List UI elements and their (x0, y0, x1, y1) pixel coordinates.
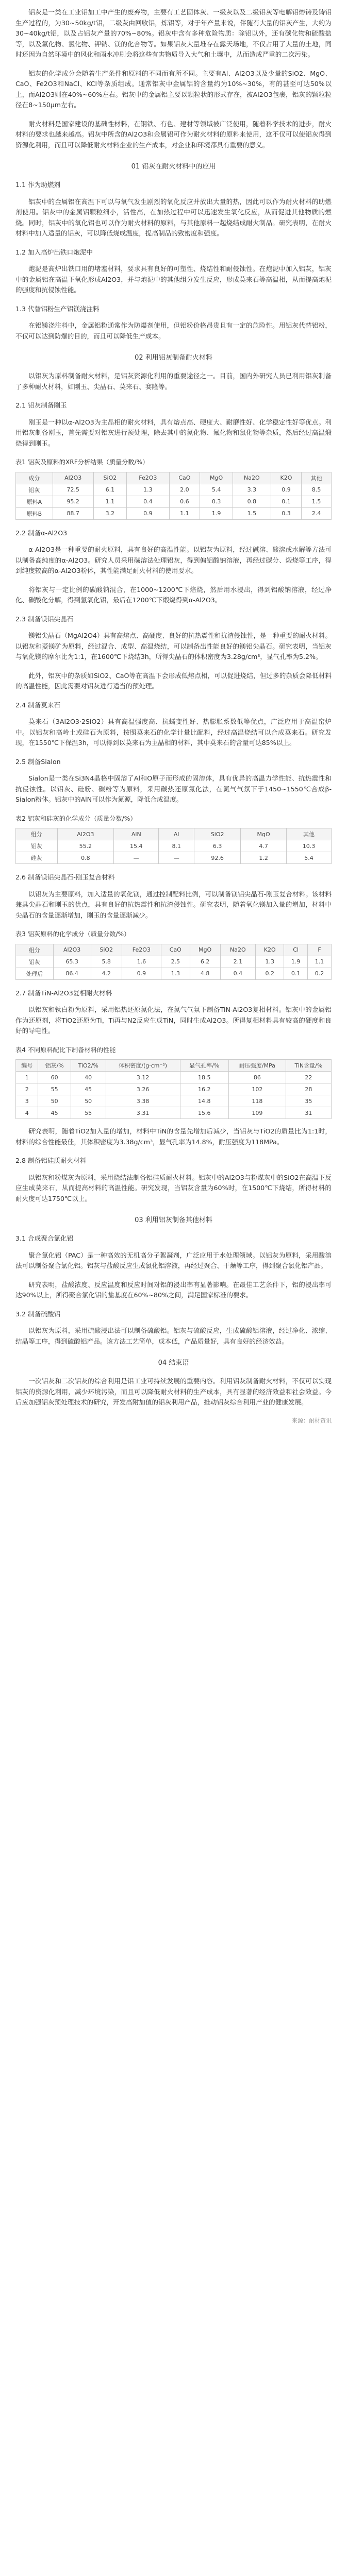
table-cell: 0.8 (233, 496, 271, 507)
section-heading-3: 03 利用铝灰制备其他材料 (135, 1216, 212, 1224)
table-header-cell: Al2O3 (57, 828, 114, 840)
table-cell: 86 (228, 1072, 286, 1083)
subheading-1-2: 1.2 加入高炉出铁口炮泥中 (15, 248, 93, 256)
table-cell: 3.12 (106, 1072, 180, 1083)
table-cell: 50 (38, 1095, 71, 1107)
table-header-cell: Na2O (233, 472, 271, 484)
table-cell: 1.3 (161, 968, 190, 979)
table-cell: 35 (286, 1095, 331, 1107)
subheading-3-1: 3.1 合成聚合氯化铝 (15, 1234, 74, 1242)
table-cell: 0.8 (57, 852, 114, 864)
table-cell: 55 (38, 1083, 71, 1095)
table-cell: 65.3 (53, 956, 91, 968)
table-cell: 3 (16, 1095, 38, 1107)
table-cell: 0.6 (169, 496, 200, 507)
table-cell: 0.9 (122, 968, 161, 979)
subheading-2-4: 2.4 制备莫来石 (15, 701, 61, 709)
table-cell: 原料B (16, 507, 53, 519)
table-cell: 45 (38, 1107, 71, 1119)
table-cell: 1.2 (241, 852, 287, 864)
table-cell: 18.5 (180, 1072, 228, 1083)
paragraph-3-1b: 研究表明，盐酸浓度、反应温度和反应时间对铝的浸出率有显著影响。在最佳工艺条件下，铝的浸出率可达90%以上，所得聚合氯化铝的盐基度在60%~80%之间，满足国家标准的要求。 (15, 1280, 332, 1299)
table-header-cell: AlN (114, 828, 159, 840)
table-cell: 6.3 (194, 840, 241, 852)
subheading-2-2: 2.2 制备α-Al2O3 (15, 529, 68, 537)
table-header-cell: 体积密度/(g·cm⁻³) (106, 1060, 180, 1072)
table-header-cell: SiO2 (93, 472, 127, 484)
table-cell: 4 (16, 1107, 38, 1119)
table-cell: 55 (71, 1107, 106, 1119)
table-cell: 1.3 (256, 956, 284, 968)
table-header-row (16, 828, 332, 840)
subheading-1-3: 1.3 代替铝粉生产铝镁浇注料 (15, 304, 100, 313)
table-row (16, 840, 332, 852)
paragraph-2-7: 以铝灰和钛白粉为原料，采用铝热还原氮化法，在氮气气氛下制备TiN-Al2O3复相材料。铝灰中的金属铝作为还原剂，将TiO2还原为Ti，Ti再与N2反应生成TiN，同时生成Al2O3。所得复相材料具有较高的硬度和良好的导电性。 (15, 1006, 332, 1035)
table-cell: 28 (286, 1083, 331, 1095)
subheading-2-3: 2.3 制备镁铝尖晶石 (15, 615, 74, 623)
table-cell: — (159, 852, 194, 864)
paragraph-4: 一次铝灰和二次铝灰的综合利用是铝工业可持续发展的重要内容。利用铝灰制备耐火材料，不仅可以实现铝灰的资源化利用，减少环境污染，而且可以降低耐火材料的生产成本，具有显著的经济效益和社会效益。今后应加强铝灰预处理技术的研究，开发高附加值的铝灰利用产品，推动铝灰综合利用产业的健康发展。 (15, 1377, 332, 1406)
table-cell: 118 (228, 1095, 286, 1107)
table-cell: 60 (38, 1072, 71, 1083)
table-cell: 3.2 (93, 507, 127, 519)
table-cell: 4.8 (190, 968, 220, 979)
table-cell: 8.1 (159, 840, 194, 852)
table-row (16, 1107, 332, 1119)
table-header-cell: 成分 (16, 472, 53, 484)
table-cell: 14.8 (180, 1095, 228, 1107)
table-3-caption: 表3 铝灰原料的化学成分（质量分数/%） (15, 930, 130, 938)
table-cell: 1.6 (122, 956, 161, 968)
table-cell: 92.6 (194, 852, 241, 864)
table-cell: 硅灰 (16, 852, 58, 864)
table-cell: 102 (228, 1083, 286, 1095)
table-cell: 31 (286, 1107, 331, 1119)
section-heading-1: 01 铝灰在耐火材料中的应用 (131, 163, 216, 171)
table-3 (15, 944, 332, 980)
table-row (16, 968, 332, 979)
table-header-cell: 显气孔率/% (180, 1060, 228, 1072)
subheading-3-2: 3.2 制备硫酸铝 (15, 1310, 61, 1318)
table-header-cell: Al (159, 828, 194, 840)
table-cell: 1 (16, 1072, 38, 1083)
table-header-cell: MgO (200, 472, 233, 484)
paragraph-3-1: 聚合氯化铝（PAC）是一种高效的无机高分子絮凝剂，广泛应用于水处理领域。以铝灰为原料，采用酸溶法可以制备聚合氯化铝。铝灰与盐酸反应生成氯化铝溶液，再经过聚合、干燥等工序，得到聚合氯化铝产品。 (15, 1251, 332, 1269)
subheading-2-5: 2.5 制备Sialon (15, 757, 61, 766)
table-cell: 0.4 (220, 968, 256, 979)
table-cell: 8.5 (302, 484, 332, 496)
table-row (16, 1072, 332, 1083)
table-cell: 55.2 (57, 840, 114, 852)
table-cell: 95.2 (53, 496, 93, 507)
subheading-2-7: 2.7 制备TiN-Al2O3复相耐火材料 (15, 989, 112, 997)
table-cell: 4.2 (91, 968, 122, 979)
table-header-cell: Fe2O3 (122, 944, 161, 956)
table-cell: — (114, 852, 159, 864)
paragraph-2-4: 莫来石（3Al2O3·2SiO2）具有高温强度高、抗蠕变性好、热膨胀系数低等优点，广泛应用于高温窑炉中。以铝灰和高岭土或硅石为原料，按照莫来石的化学计量比配料，经过高温烧结可以合成莫来石。研究发现，在1550℃下保温3h，可以得到以莫来石为主晶相的材料，其中莫来石的含量可达85%以上。 (15, 718, 332, 747)
table-cell: 15.6 (180, 1107, 228, 1119)
subheading-2-8: 2.8 制备铝硅质耐火材料 (15, 1157, 87, 1164)
table-cell: 0.9 (127, 507, 169, 519)
table-cell: 2 (16, 1083, 38, 1095)
table-cell: 3.3 (233, 484, 271, 496)
table-cell: 88.7 (53, 507, 93, 519)
table-cell: 1.9 (284, 956, 308, 968)
table-cell: 0.3 (271, 507, 301, 519)
source-credit: 来源：耐材资讯 (292, 1417, 332, 1424)
table-header-cell: SiO2 (91, 944, 122, 956)
table-row (16, 852, 332, 864)
table-cell: 5.4 (200, 484, 233, 496)
table-header-cell: 其他 (302, 472, 332, 484)
table-cell: 1.5 (233, 507, 271, 519)
table-row (16, 496, 332, 507)
paragraph-1-1: 铝灰中的金属铝在高温下可以与氧气发生剧烈的氧化反应并放出大量的热，因此可以作为耐火材料的助燃剂使用。铝灰中的金属铝颗粒细小，活性高，在加热过程中可以迅速发生氧化反应，从而促进其他物质的燃烧。同时，铝灰中的氧化铝也可以作为耐火材料的原料，与其他原料一起烧结成耐火制品。研究表明，在耐火材料中加入适量的铝灰，可以降低烧成温度，提高制品的致密度和强度。 (15, 197, 332, 237)
table-cell: 3.38 (106, 1095, 180, 1107)
table-1-caption: 表1 铝灰及原料的XRF分析结果（质量分数/%） (15, 459, 149, 466)
table-header-cell: SiO2 (194, 828, 241, 840)
table-header-cell: 编号 (16, 1060, 38, 1072)
table-header-cell: 耐压强度/MPa (228, 1060, 286, 1072)
table-row (16, 1095, 332, 1107)
table-header-cell: MgO (190, 944, 220, 956)
table-cell: 2.5 (161, 956, 190, 968)
table-header-cell: K2O (256, 944, 284, 956)
table-cell: 50 (71, 1095, 106, 1107)
subheading-1-1: 1.1 作为助燃剂 (15, 181, 61, 189)
table-header-cell: Al2O3 (53, 472, 93, 484)
table-cell: 2.1 (220, 956, 256, 968)
section-heading-2: 02 利用铝灰制备耐火材料 (135, 354, 212, 362)
table-cell: 86.4 (53, 968, 91, 979)
table-cell: 原料A (16, 496, 53, 507)
table-header-row (16, 944, 332, 956)
table-cell: 0.3 (200, 496, 233, 507)
table-4-caption: 表4 不同原料配比下制备材料的性能 (15, 1046, 116, 1054)
intro-paragraph-1: 铝灰是一类在工业铝加工中产生的废弃物，主要有工艺固体灰、一级灰以及二级铝灰等电解铝熔铸及铸铝生产过程的，为30~50kg/t铝，二级灰由回收铝，炼铝等，对于年产量来说，伴随有大量的铝灰产生，大约为30~40kg/t铝，以及占铝灰产量的70%~80%。铝灰中含有多种危险物质：除铝以外，还有碳化物和硫酸盐等，以及氟化物、氯化物、钾钠、镁的化合物等。如果铝灰大量堆存在露天场地，不仅占用了大量的土地，同时还因为自然环境中的风化和雨水冲刷会将这些有害物质导入大气和土壤中，从而造成严重的二次污染。 (15, 8, 332, 58)
subheading-2-6: 2.6 制备镁铝尖晶石-刚玉复合材料 (15, 873, 115, 881)
table-cell: 1.1 (308, 956, 332, 968)
table-header-cell: Cl (284, 944, 308, 956)
paragraph-2-7b: 研究表明，随着TiO2加入量的增加，材料中TiN的含量先增加后减少，当铝灰与TiO2的质量比为1:1时，材料的综合性能最佳，其体积密度为3.38g/cm³，显气孔率为14.8%，耐压强度为118MPa。 (15, 1127, 332, 1146)
paragraph-1-2: 炮泥是高炉出铁口用的堵塞材料，要求具有良好的可塑性、烧结性和耐侵蚀性。在炮泥中加入铝灰，铝灰中的金属铝在高温下氧化形成Al2O3，并与炮泥中的其他组分发生反应，形成莫来石等高温相，从而提高炮泥的强度和抗侵蚀性能。 (15, 265, 332, 294)
table-cell: 22 (286, 1072, 331, 1083)
table-cell: 72.5 (53, 484, 93, 496)
table-cell: 15.4 (114, 840, 159, 852)
table-header-cell: Al2O3 (53, 944, 91, 956)
table-cell: 0.1 (271, 496, 301, 507)
table-cell: 16.2 (180, 1083, 228, 1095)
table-cell: 1.1 (169, 507, 200, 519)
table-row (16, 956, 332, 968)
table-cell: 2.0 (169, 484, 200, 496)
table-header-cell: TiN含量/% (286, 1060, 331, 1072)
table-cell: 1.1 (93, 496, 127, 507)
table-cell: 0.1 (284, 968, 308, 979)
table-header-cell: 铝灰/% (38, 1060, 71, 1072)
paragraph-2-0: 以铝灰为原料制备耐火材料，是铝灰资源化利用的重要途径之一。目前，国内外研究人员已利用铝灰制备了多种耐火材料，如刚玉、尖晶石、莫来石、赛隆等。 (15, 372, 332, 391)
table-header-cell: Na2O (220, 944, 256, 956)
table-cell: 1.5 (302, 496, 332, 507)
table-header-row (16, 472, 332, 484)
intro-paragraph-2: 铝灰的化学成分会随着生产条件和原料的不同而有所不同。主要有Al、Al2O3以及少量的SiO2、MgO、CaO、Fe2O3和NaCl、KCl等杂质组成。通常铝灰中金属铝的含量约为10%~30%，有的甚至可达50%以上，而Al2O3则在40%~60%左右。铝灰中的金属铝主要以颗粒状的形式存在，被Al2O3包裹，铝灰的颗粒粒径在8~150μm左右。 (15, 69, 332, 109)
table-row (16, 1083, 332, 1095)
table-cell: 6.2 (190, 956, 220, 968)
intro-paragraph-3: 耐火材料是国家建设的基础性材料，在钢铁、有色、建材等领域被广泛使用，随着科学技术的进步，耐火材料的要求也越来越高。铝灰中所含的Al2O3和金属铝可作为耐火材料的原料来使用，这不仅可以使铝灰得到资源化利用，而且可以降低耐火材料企业的生产成本，对企业和环境都具有重要的意义。 (15, 120, 332, 149)
table-header-cell: K2O (271, 472, 301, 484)
table-header-cell: F (308, 944, 332, 956)
table-cell: 0.2 (256, 968, 284, 979)
table-cell: 1.9 (200, 507, 233, 519)
paragraph-2-8: 以铝灰和粉煤灰为原料，采用烧结法制备铝硅质耐火材料。铝灰中的Al2O3与粉煤灰中的SiO2在高温下反应生成莫来石，从而提高材料的高温性能。研究发现，当铝灰含量为60%时，在1500℃下烧结，所得材料的耐火度可达1750℃以上。 (15, 1173, 332, 1202)
table-cell: 铝灰 (16, 840, 58, 852)
table-cell: 0.2 (308, 968, 332, 979)
table-cell: 4.7 (241, 840, 287, 852)
table-header-cell: TiO2/% (71, 1060, 106, 1072)
table-header-cell: 组分 (16, 828, 58, 840)
table-cell: 3.26 (106, 1083, 180, 1095)
table-cell: 6.1 (93, 484, 127, 496)
table-cell: 0.9 (271, 484, 301, 496)
table-cell: 2.4 (302, 507, 332, 519)
table-header-cell: 其他 (286, 828, 331, 840)
table-header-cell: CaO (169, 472, 200, 484)
table-cell: 45 (71, 1083, 106, 1095)
table-cell: 5.4 (286, 852, 331, 864)
subheading-2-1: 2.1 铝灰制备刚玉 (15, 401, 67, 409)
table-header-cell: 组分 (16, 944, 54, 956)
paragraph-3-2: 以铝灰为原料，采用硫酸浸出法可以制备硫酸铝。铝灰与硫酸反应，生成硫酸铝溶液，经过净化、浓缩、结晶等工序，得到硫酸铝产品。该方法工艺简单，成本低，产品质量好，具有良好的经济效益。 (15, 1327, 332, 1345)
paragraph-2-2b: 将铝灰与一定比例的碳酸钠混合，在1000~1200℃下焙烧，然后用水浸出，得到铝酸钠溶液，经过净化、碳酸化分解，得到氢氧化铝，最后在1200℃下煅烧得到α-Al2O3。 (15, 585, 332, 604)
table-header-row (16, 1060, 332, 1072)
table-cell: 10.3 (286, 840, 331, 852)
table-cell: 1.3 (127, 484, 169, 496)
paragraph-1-3: 在铝镁浇注料中，金属铝粉通常作为防爆剂使用，但铝粉价格昂贵且有一定的危险性。用铝灰代替铝粉，不仅可以达到防爆的目的，而且可以降低生产成本。 (15, 321, 332, 340)
table-cell: 40 (71, 1072, 106, 1083)
table-cell: 5.8 (91, 956, 122, 968)
table-cell: 铝灰 (16, 484, 53, 496)
table-cell: 铝灰 (16, 956, 54, 968)
table-4 (15, 1059, 332, 1119)
table-row (16, 484, 332, 496)
section-heading-4: 04 结束语 (158, 1359, 189, 1367)
table-2 (15, 828, 332, 864)
table-header-cell: Fe2O3 (127, 472, 169, 484)
table-1 (15, 472, 332, 520)
paragraph-2-3b: 此外，铝灰中的杂质如SiO2、CaO等在高温下会形成低熔点相，可以促进烧结，但过多的杂质会降低材料的高温性能，因此需要对铝灰进行适当的预处理。 (15, 671, 332, 690)
table-cell: 处理后 (16, 968, 54, 979)
table-row (16, 507, 332, 519)
table-cell: 109 (228, 1107, 286, 1119)
paragraph-2-6: 以铝灰为主要原料，加入适量的氧化镁，通过控制配料比例，可以制备镁铝尖晶石-刚玉复合材料。该材料兼具尖晶石和刚玉的优点，具有良好的抗热震性和抗渣侵蚀性。研究表明，随着氧化镁加入量的增加，材料中尖晶石的含量逐渐增加，刚玉的含量逐渐减少。 (15, 890, 332, 919)
table-header-cell: MgO (241, 828, 287, 840)
table-header-cell: CaO (161, 944, 190, 956)
paragraph-2-5: Sialon是一类在Si3N4晶格中固溶了Al和O原子而形成的固溶体，具有优异的高温力学性能、抗热震性和抗侵蚀性。以铝灰、硅粉、碳粉等为原料，采用碳热还原氮化法，在氮气气氛下于1450~1550℃合成β-Sialon粉体。铝灰中的AlN可以作为氮源，降低合成温度。 (15, 774, 332, 803)
paragraph-2-2: α-Al2O3是一种重要的耐火原料，具有良好的高温性能。以铝灰为原料，经过碱溶、酸溶或水解等方法可以制备高纯度的α-Al2O3。研究人员采用碱溶法处理铝灰，得到偏铝酸钠溶液，再经过碳分、煅烧等工序，得到纯度较高的α-Al2O3粉体，其性能满足耐火材料的使用要求。 (15, 546, 332, 574)
paragraph-2-1: 刚玉是一种以α-Al2O3为主晶相的耐火材料，具有熔点高、硬度大、耐磨性好、化学稳定性好等优点。利用铝灰制备刚玉，首先需要对铝灰进行预处理，除去其中的氮化物、氟化物和氯化物等杂质，然后经过高温煅烧得到刚玉。 (15, 418, 332, 447)
table-2-caption: 表2 铝灰和硅灰的化学成分（质量分数/%） (15, 815, 137, 822)
table-cell: 0.4 (127, 496, 169, 507)
table-cell: 3.31 (106, 1107, 180, 1119)
paragraph-2-3: 镁铝尖晶石（MgAl2O4）具有高熔点、高硬度、良好的抗热震性和抗渣侵蚀性，是一种重要的耐火材料。以铝灰和菱镁矿为原料，经过混合、成型、高温烧结，可以制备出性能良好的镁铝尖晶石。研究表明，当铝灰与氧化镁的摩尔比为1:1，在1600℃下烧结3h，所得尖晶石的体积密度为3.28g/cm³，显气孔率为5.2%。 (15, 632, 332, 660)
